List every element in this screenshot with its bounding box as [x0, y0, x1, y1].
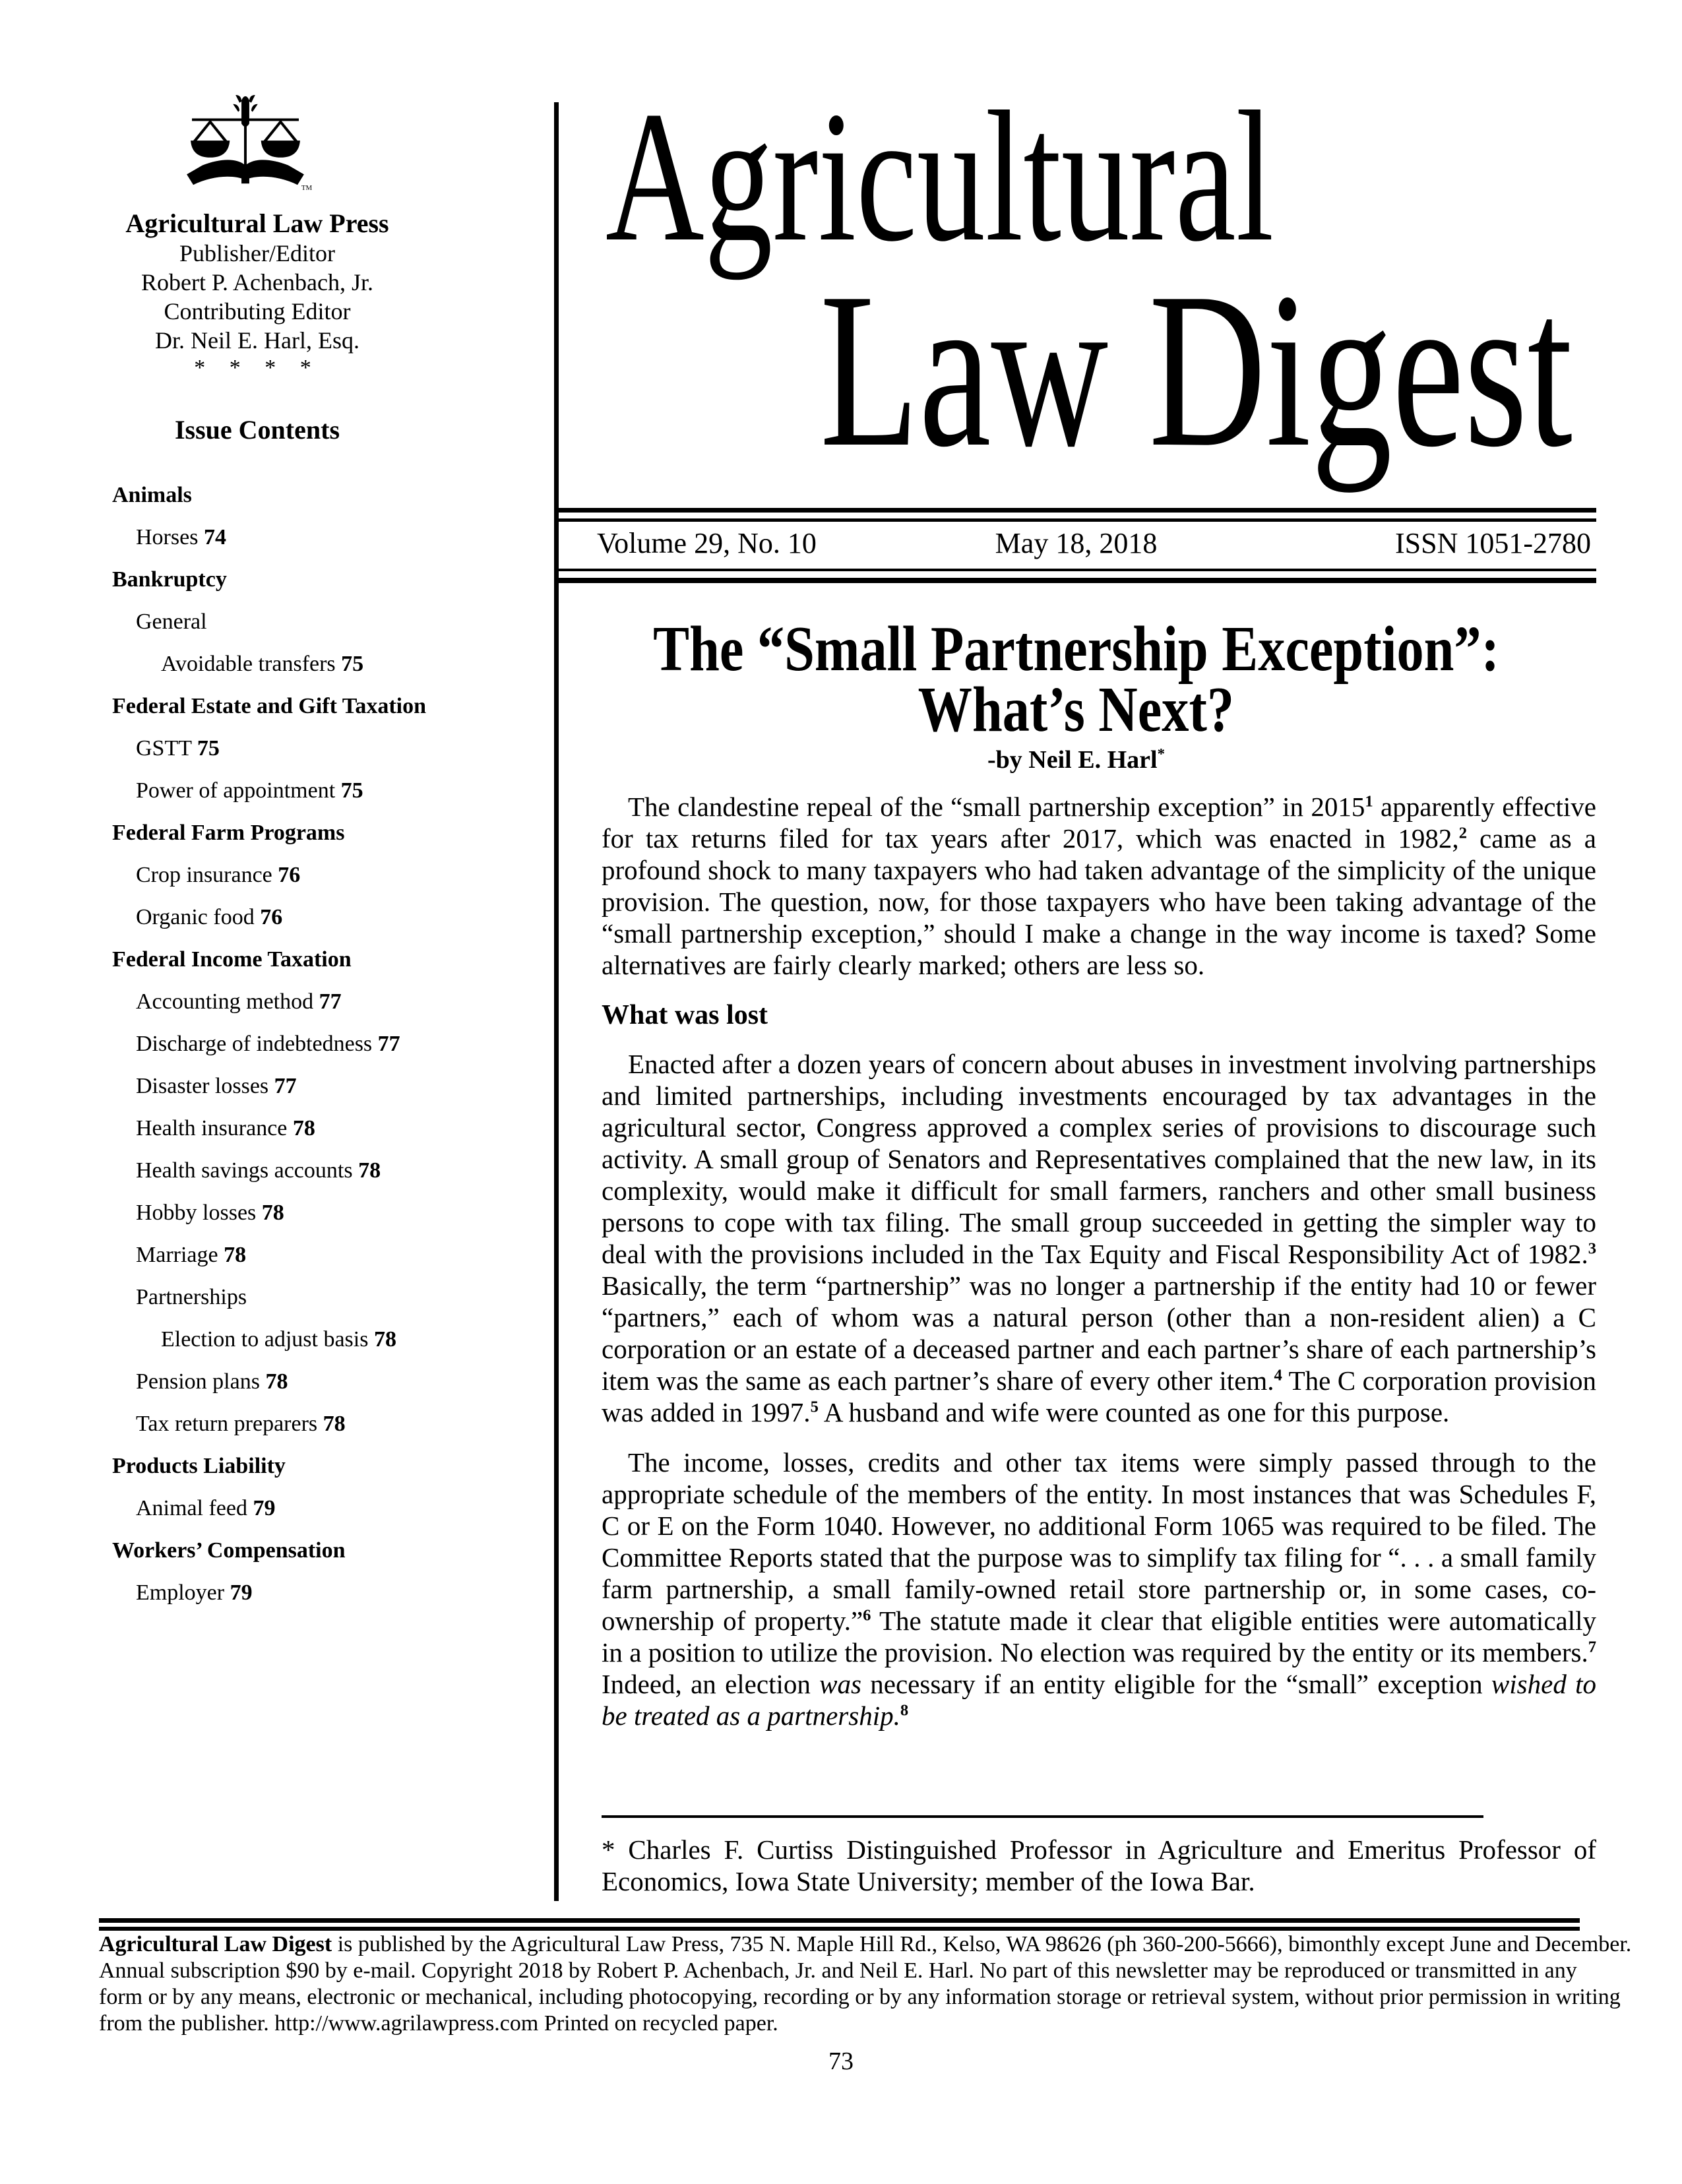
article-title-line2: What’s Next? — [918, 674, 1235, 745]
issue-contents-heading: Issue Contents — [174, 415, 340, 445]
contents-item: Employer 79 — [136, 1580, 253, 1605]
contents-item-page: 78 — [373, 1327, 396, 1352]
contents-item-page: 78 — [358, 1158, 381, 1183]
publication-info-line: form or by any means, electronic or mechanical, including photocopying, recording or by any information storage or retrieval system, without prior permission in writing — [99, 1985, 1621, 2009]
svg-text:TM: TM — [301, 184, 313, 193]
contents-item: Pension plans 78 — [136, 1369, 288, 1394]
contents-item: Animals — [112, 483, 192, 507]
masthead-word-law-digest: Law Digest — [820, 247, 1573, 493]
article-paragraph: The clandestine repeal of the “small partnership exception” in 2015$^1$ apparently effective for tax returns filed for tax years after 2017, which was enacted in 1982,$^2$ came as a profound shock to many taxpayers who had taken advantage of the simplicity of the unique provision. The question, now, for those taxpayers who have been taking advantage of the “small partnership exception,” should I make a change in the way income is taxed? Some alternatives are fairly clearly marked; others are less so. — [602, 792, 1596, 980]
contents-item: Discharge of indebtedness 77 — [136, 1032, 400, 1056]
contents-item-page: 76 — [278, 863, 301, 887]
volume-number: Volume 29, No. 10 — [597, 527, 817, 559]
contents-item: Health savings accounts 78 — [136, 1158, 381, 1183]
contents-item-page: 78 — [224, 1243, 247, 1267]
issue-info-row — [556, 528, 1596, 559]
publication-info-line: Agricultural Law Digest is published by the Agricultural Law Press, 735 N. Maple Hill Rd., Kelso, WA 98626 (ph 360-200-5666), bimonthly except June and December. — [99, 1932, 1632, 1956]
contents-item: Health insurance 78 — [136, 1116, 315, 1140]
article-paragraph: Enacted after a dozen years of concern about abuses in investment involving partnerships and limited partnerships, including investments encouraged by tax advantages in the agricultural sector, Congress approved a complex series of provisions to discourage such activity. A small group of Senators and Representatives complained that the new law, in its complexity, would make it difficult for small farmers, ranchers and other small business persons to cope with tax filing. The small group succeeded in getting the simpler way to deal with the provisions included in the Tax Equity and Fiscal Responsibility Act of 1982.$^3$ Basically, the term “partnership” was no longer a partnership if the entity had 10 or fewer “partners,” each of whom was a natural person (other than a non-resident alien) a C corporation or an estate of a deceased partner and each partner’s share of each partnership’s item was the same as each partner’s share of every other item.$^4$ The C corporation provision was added in 1997.$^5$ A husband and wife were counted as one for this purpose. — [602, 1049, 1596, 1427]
contents-item: Federal Estate and Gift Taxation — [112, 694, 427, 718]
footnote-block — [602, 1815, 1596, 1897]
publication-info — [99, 1931, 1632, 2037]
contents-item: Partnerships — [136, 1285, 247, 1309]
scales-of-justice-book-logo-icon — [173, 92, 318, 197]
contents-item-page: 78 — [292, 1116, 315, 1140]
footnote-text: * Charles F. Curtiss Distinguished Professor in Agriculture and Emeritus Professor of Economics, Iowa State University; member of the Iowa Bar. — [602, 1834, 1596, 1896]
contents-item: Power of appointment 75 — [136, 778, 363, 803]
contributing-editor-name: Dr. Neil E. Harl, Esq. — [155, 327, 359, 354]
contents-item: Marriage 78 — [136, 1243, 247, 1267]
contents-item: Federal Farm Programs — [112, 821, 345, 845]
contents-item: Election to adjust basis 78 — [161, 1327, 396, 1352]
contents-item-page: 78 — [265, 1369, 288, 1394]
contributing-editor-label: Contributing Editor — [164, 298, 351, 325]
contents-item-page: 79 — [253, 1496, 276, 1520]
contents-item-page: 75 — [197, 736, 220, 761]
publisher-editor-label: Publisher/Editor — [179, 240, 335, 266]
contents-item: Animal feed 79 — [136, 1496, 276, 1520]
contents-item: Avoidable transfers 75 — [161, 652, 364, 676]
masthead-rule-bottom-thin — [556, 569, 1596, 571]
contents-item-page: 77 — [274, 1074, 297, 1098]
press-name: Agricultural Law Press — [125, 208, 389, 238]
contents-item-page: 76 — [260, 905, 283, 929]
masthead-word-agricultural: Agricultural — [606, 73, 1274, 280]
issue-contents-list — [112, 474, 534, 1614]
contents-item: Bankruptcy — [112, 567, 227, 592]
footer-rule-thin — [99, 1927, 1580, 1931]
contents-item: General — [136, 609, 207, 634]
article-title — [556, 613, 1596, 745]
contents-item-page: 78 — [323, 1412, 346, 1436]
contents-item: Disaster losses 77 — [136, 1074, 297, 1098]
contents-item-page: 77 — [319, 989, 342, 1014]
issn-number: ISSN 1051-2780 — [1394, 527, 1591, 559]
article-title-line1: The “Small Partnership Exception”: — [653, 613, 1499, 685]
footer-rule-thick — [99, 1918, 1580, 1923]
contents-item: Crop insurance 76 — [136, 863, 301, 887]
masthead-rule-bottom-thick — [556, 578, 1596, 583]
publisher-editor-name: Robert P. Achenbach, Jr. — [141, 269, 373, 296]
contents-item-page: 78 — [261, 1201, 284, 1225]
contents-item: Hobby losses 78 — [136, 1201, 284, 1225]
contents-item: Federal Income Taxation — [112, 947, 352, 972]
contents-item: GSTT 75 — [136, 736, 220, 761]
contents-item: Products Liability — [112, 1454, 286, 1478]
contents-item: Tax return preparers 78 — [136, 1412, 346, 1436]
contents-item: Workers’ Compensation — [112, 1538, 346, 1563]
contents-item-page: 75 — [340, 778, 363, 803]
masthead-rule-top-thin — [556, 518, 1596, 522]
main-column — [556, 0, 1596, 1913]
contents-item: Horses 74 — [136, 525, 226, 549]
article-body — [602, 791, 1596, 1750]
page-number: 73 — [828, 2047, 854, 2075]
contents-item: Organic food 76 — [136, 905, 283, 929]
left-sidebar — [0, 0, 556, 1913]
masthead-rule-top-thick — [556, 508, 1596, 513]
issue-date: May 18, 2018 — [995, 527, 1158, 559]
section-heading-what-was-lost: What was lost — [602, 1000, 768, 1030]
contents-item-page: 75 — [341, 652, 364, 676]
article-paragraph: The income, losses, credits and other tax items were simply passed through to the appropriate schedule of the members of the entity. In most instances that was Schedules F, C or E on the Form 1040. However, no additional Form 1065 was required to be filed. The Committee Reports stated that the purpose was to simplify tax filing for “. . . a small family farm partnership, a small family-owned retail store partnership or, in some cases, co-ownership of property.”$^6$ The statute made it clear that eligible entities were automatically in a position to utilize the provision. No election was required by the entity or its members.$^7$ Indeed, an election was necessary if an entity eligible for the “small” exception wished to be treated as a partnership.$^8$ — [602, 1447, 1597, 1731]
contents-item-page: 77 — [377, 1032, 400, 1056]
publication-info-line: Annual subscription $90 by e-mail. Copyright 2018 by Robert P. Achenbach, Jr. and Neil E. Harl. No part of this newsletter may be reproduced or transmitted in any — [99, 1958, 1577, 1983]
stars-divider: * * * * — [194, 356, 321, 380]
publication-info-line: from the publisher. http://www.agrilawpress.com Printed on recycled paper. — [99, 2011, 778, 2036]
footnote-rule — [602, 1815, 1483, 1818]
contents-item-page: 74 — [203, 525, 226, 549]
article-byline: -by Neil E. Harl* — [987, 745, 1165, 774]
publisher-block — [0, 208, 514, 381]
contents-item-page: 79 — [230, 1580, 253, 1605]
contents-item: Accounting method 77 — [136, 989, 342, 1014]
